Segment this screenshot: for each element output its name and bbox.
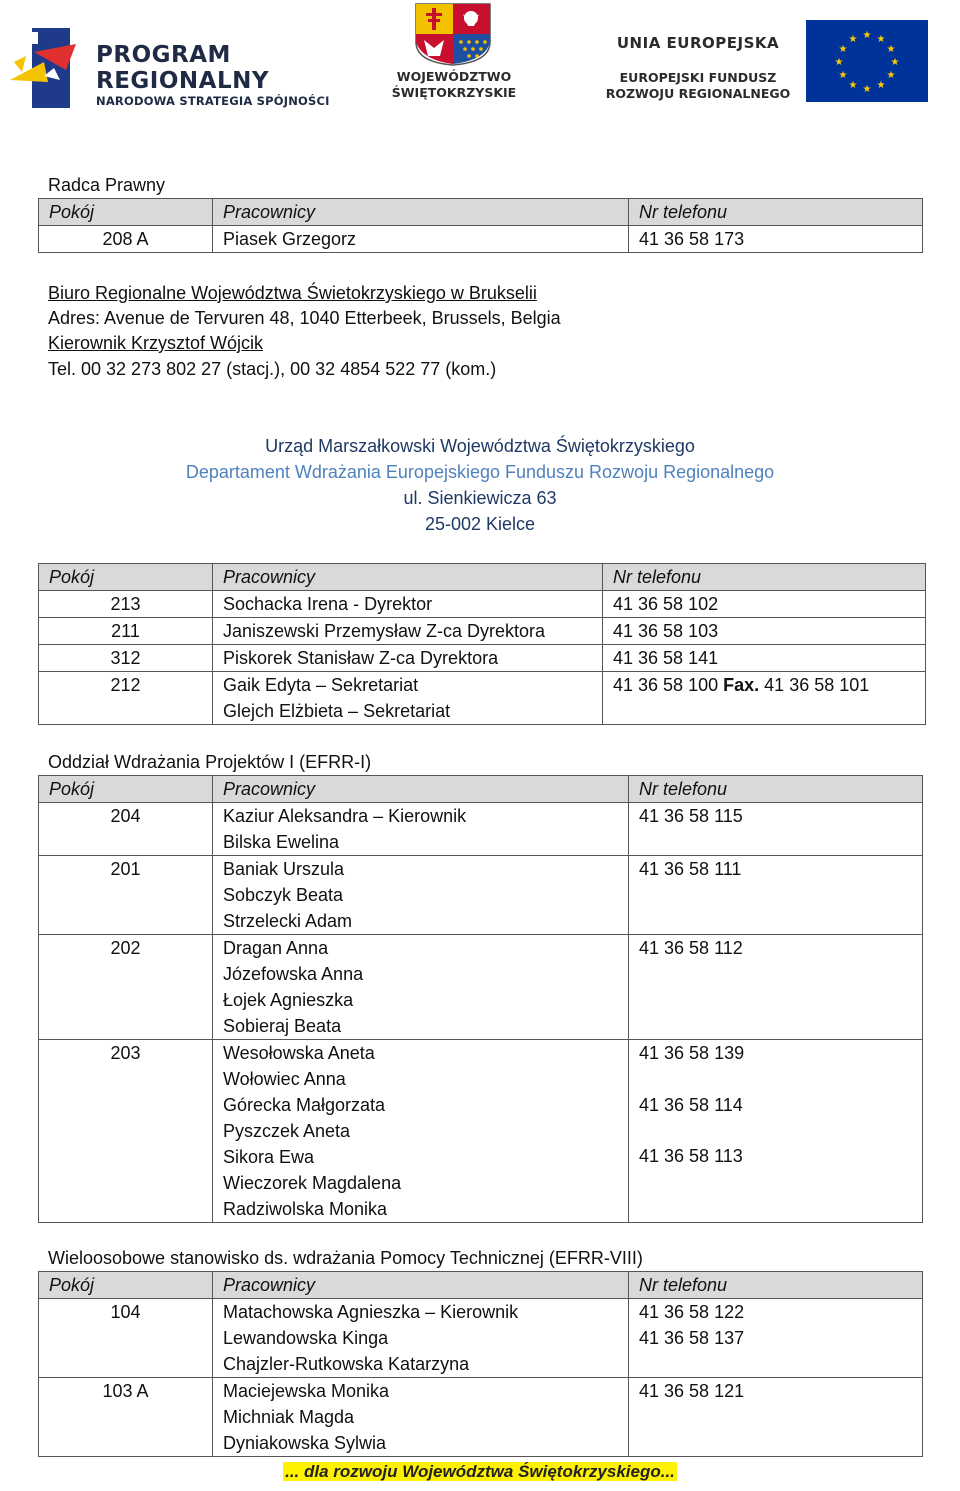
staff-name: Kaziur Aleksandra – Kierownik	[223, 806, 467, 826]
svg-text:★: ★	[886, 70, 896, 81]
room-cell: 201	[39, 856, 213, 935]
radca-table	[38, 198, 923, 253]
header-room: Pokój	[39, 1272, 213, 1299]
header-room: Pokój	[39, 199, 213, 226]
program-logo-line3: NARODOWA STRATEGIA SPÓJNOŚCI	[96, 94, 330, 108]
oddzial1-table	[38, 775, 923, 1223]
room-cell: 204	[39, 803, 213, 856]
phone-number: 41 36 58 139	[639, 1043, 745, 1063]
staff-cell: Piskorek Stanisław Z-ca Dyrektora	[213, 645, 603, 672]
program-regionalny-emblem-icon	[4, 22, 94, 110]
staff-name: Matachowska Agnieszka – Kierownik	[223, 1302, 519, 1322]
table-row	[39, 856, 923, 935]
phone-cell: 41 36 58 102	[603, 591, 926, 618]
phone-number: 41 36 58 113	[639, 1146, 743, 1166]
staff-name: Górecka Małgorzata	[223, 1095, 386, 1115]
wieloosobowe-table	[38, 1271, 923, 1457]
staff-name: Sikora Ewa	[223, 1147, 315, 1167]
staff-cell	[213, 1378, 629, 1457]
header-phone: Nr telefonu	[629, 1272, 923, 1299]
header-logos	[0, 0, 960, 115]
table-header-row	[39, 776, 923, 803]
table-row	[39, 645, 926, 672]
svg-text:★: ★	[848, 80, 858, 91]
staff-name: Dragan Anna	[223, 938, 329, 958]
unia-europejska-logo	[590, 20, 960, 110]
staff-name: Lewandowska Kinga	[223, 1328, 389, 1348]
svg-text:★: ★	[838, 70, 848, 81]
phone-cell: 41 36 58 111	[629, 856, 923, 935]
header-staff: Pracownicy	[213, 776, 629, 803]
staff-name: Wieczorek Magdalena	[223, 1173, 402, 1193]
management-table	[38, 563, 926, 725]
eu-logo-line3: ROZWOJU REGIONALNEGO	[605, 86, 791, 101]
phone-number: 41 36 58 122	[639, 1302, 745, 1322]
staff-name: Strzelecki Adam	[223, 911, 353, 931]
phone-cell: 41 36 58 103	[603, 618, 926, 645]
svg-text:★: ★	[886, 44, 896, 55]
fax-label: Fax.	[723, 675, 760, 695]
staff-cell	[213, 856, 629, 935]
staff-cell	[213, 1040, 629, 1223]
header-staff: Pracownicy	[213, 564, 603, 591]
table-row	[39, 1378, 923, 1457]
eu-logo-line1: UNIA EUROPEJSKA	[616, 34, 780, 52]
staff-cell	[213, 803, 629, 856]
table-row	[39, 672, 926, 725]
region-logo-line1: WOJEWÓDZTWO	[396, 69, 512, 84]
staff-cell: Janiszewski Przemysław Z-ca Dyrektora	[213, 618, 603, 645]
svg-text:★: ★	[890, 57, 900, 68]
table-header-row	[39, 199, 923, 226]
phone-cell	[603, 672, 926, 725]
staff-cell: Sochacka Irena - Dyrektor	[213, 591, 603, 618]
staff-name: Radziwolska Monika	[223, 1199, 388, 1219]
phone-cell: 41 36 58 115	[629, 803, 923, 856]
staff-cell	[213, 672, 603, 725]
radca-title: Radca Prawny	[48, 175, 166, 195]
brussels-office-title: Biuro Regionalne Województwa Świetokrzyskiego w Brukselii	[48, 283, 537, 303]
table-row	[39, 226, 923, 253]
header-staff: Pracownicy	[213, 199, 629, 226]
svg-text:★: ★	[848, 34, 858, 45]
staff-name: Bilska Ewelina	[223, 832, 340, 852]
room-cell: 208 A	[39, 226, 213, 253]
room-cell: 312	[39, 645, 213, 672]
table-row	[39, 591, 926, 618]
phone-cell	[629, 1040, 923, 1223]
program-logo-line2: REGIONALNY	[96, 68, 270, 94]
program-logo-line1: PROGRAM	[96, 42, 231, 68]
eu-flag-icon	[806, 20, 928, 102]
header-phone: Nr telefonu	[603, 564, 926, 591]
department-name: Departament Wdrażania Europejskiego Funduszu Rozwoju Regionalnego	[185, 462, 775, 482]
header-phone: Nr telefonu	[629, 776, 923, 803]
svg-text:★: ★	[862, 30, 872, 41]
phone-number: 41 36 58 137	[639, 1328, 745, 1348]
room-cell: 202	[39, 935, 213, 1040]
office-street: ul. Sienkiewicza 63	[403, 488, 557, 508]
phone-number: 41 36 58 114	[639, 1094, 743, 1115]
footer-slogan	[0, 1462, 960, 1482]
svg-text:★: ★	[862, 84, 872, 95]
staff-name: Baniak Urszula	[223, 859, 345, 879]
staff-name: Gaik Edyta – Sekretariat	[223, 675, 419, 695]
region-logo-line2: ŚWIĘTOKRZYSKIE	[391, 85, 517, 100]
room-cell: 104	[39, 1299, 213, 1378]
staff-name: Sobczyk Beata	[223, 885, 344, 905]
oddzial1-title: Oddział Wdrażania Projektów I (EFRR-I)	[48, 752, 372, 772]
phone-number: 41 36 58 100	[613, 675, 719, 695]
footer-text: ... dla rozwoju Województwa Świętokrzyskiego...	[285, 1462, 675, 1481]
header-room: Pokój	[39, 776, 213, 803]
header-phone: Nr telefonu	[629, 199, 923, 226]
fax-number: 41 36 58 101	[764, 675, 870, 695]
staff-name: Maciejewska Monika	[223, 1381, 390, 1401]
staff-name: Chajzler-Rutkowska Katarzyna	[223, 1354, 470, 1374]
staff-name: Wołowiec Anna	[223, 1069, 346, 1089]
program-regionalny-logo	[4, 22, 344, 110]
phone-spacer	[639, 1118, 922, 1144]
phone-spacer	[639, 1066, 922, 1092]
table-header-row	[39, 1272, 923, 1299]
room-cell: 211	[39, 618, 213, 645]
phone-cell: 41 36 58 121	[629, 1378, 923, 1457]
phone-cell: 41 36 58 112	[629, 935, 923, 1040]
svg-text:★: ★	[838, 44, 848, 55]
brussels-address: Adres: Avenue de Tervuren 48, 1040 Etterbeek, Brussels, Belgia	[48, 308, 561, 328]
office-city: 25-002 Kielce	[424, 514, 536, 534]
svg-text:★: ★	[876, 80, 886, 91]
room-cell: 212	[39, 672, 213, 725]
staff-cell: Piasek Grzegorz	[213, 226, 629, 253]
room-cell: 203	[39, 1040, 213, 1223]
table-row	[39, 935, 923, 1040]
staff-name: Sobieraj Beata	[223, 1016, 342, 1036]
staff-cell	[213, 1299, 629, 1378]
header-room: Pokój	[39, 564, 213, 591]
svg-text:★: ★	[876, 34, 886, 45]
brussels-tel: Tel. 00 32 273 802 27 (stacj.), 00 32 4854 522 77 (kom.)	[48, 359, 497, 379]
brussels-head: Kierownik Krzysztof Wójcik	[48, 333, 264, 353]
header-staff: Pracownicy	[213, 1272, 629, 1299]
staff-name: Józefowska Anna	[223, 964, 364, 984]
staff-name: Michniak Magda	[223, 1407, 355, 1427]
coat-of-arms-icon	[414, 2, 492, 66]
staff-name: Pyszczek Aneta	[223, 1121, 351, 1141]
wojewodztwo-logo	[384, 2, 524, 110]
table-row	[39, 803, 923, 856]
staff-name: Wesołowska Aneta	[223, 1043, 375, 1063]
phone-cell: 41 36 58 173	[629, 226, 923, 253]
eu-logo-line2: EUROPEJSKI FUNDUSZ	[619, 70, 777, 85]
table-header-row	[39, 564, 926, 591]
svg-text:★: ★	[834, 57, 844, 68]
office-name: Urząd Marszałkowski Województwa Świętokrzyskiego	[265, 436, 695, 456]
staff-cell	[213, 935, 629, 1040]
room-cell: 103 A	[39, 1378, 213, 1457]
table-row	[39, 1040, 923, 1223]
room-cell: 213	[39, 591, 213, 618]
phone-cell	[629, 1299, 923, 1378]
staff-name: Glejch Elżbieta – Sekretariat	[223, 701, 451, 721]
phone-cell: 41 36 58 141	[603, 645, 926, 672]
staff-name: Dyniakowska Sylwia	[223, 1433, 387, 1453]
staff-name: Łojek Agnieszka	[223, 990, 354, 1010]
wieloosobowe-title: Wieloosobowe stanowisko ds. wdrażania Pomocy Technicznej (EFRR-VIII)	[48, 1248, 643, 1268]
table-row	[39, 618, 926, 645]
table-row	[39, 1299, 923, 1378]
